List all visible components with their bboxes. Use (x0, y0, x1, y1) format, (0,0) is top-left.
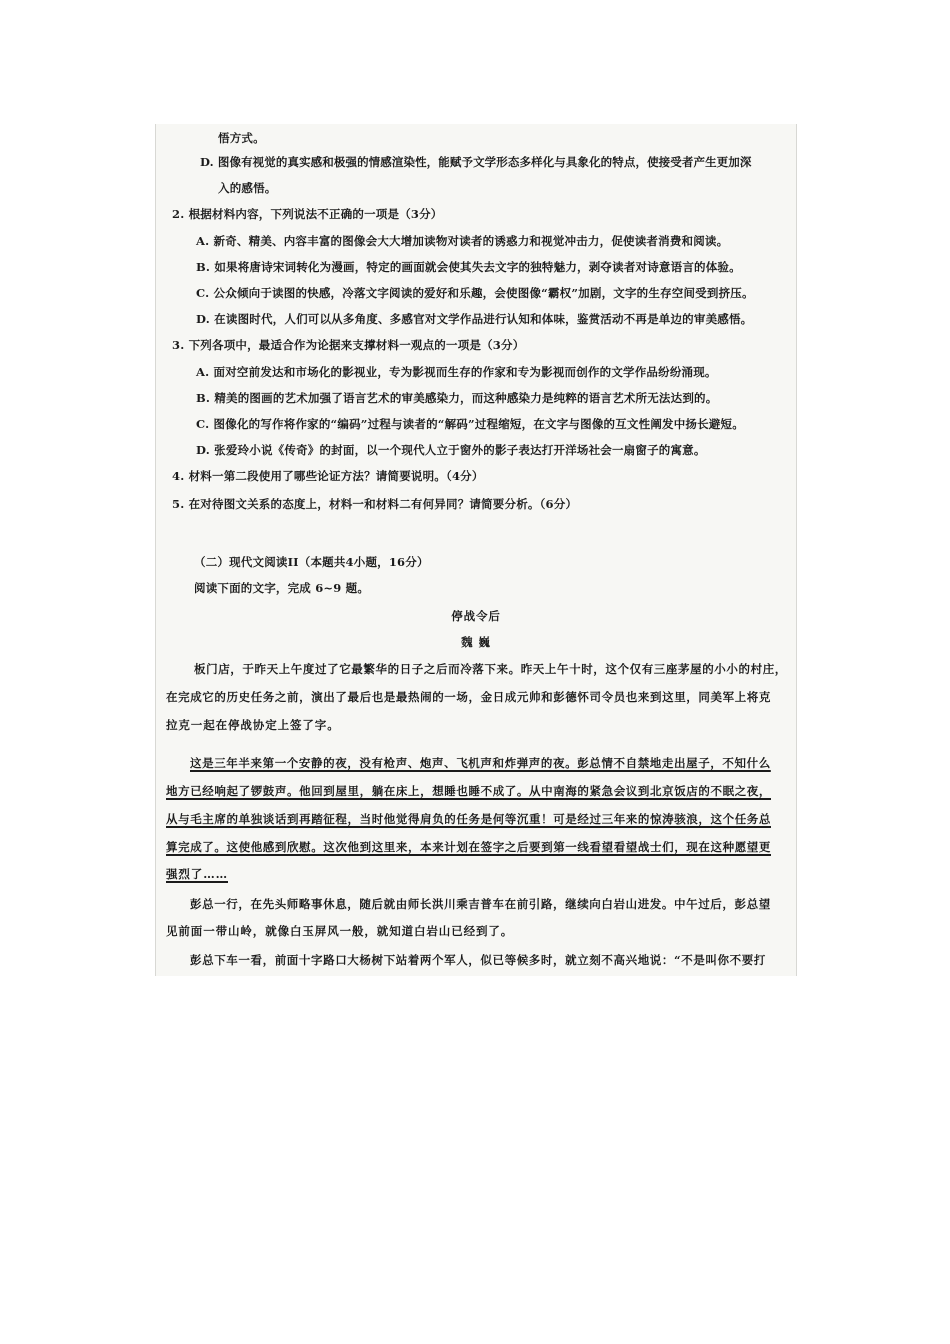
article-author: 魏 巍 (461, 635, 491, 649)
question-3: 3. 下列各项中，最适合作为论据来支撑材料一观点的一项是（3分） (172, 338, 525, 352)
option-a: A. 新奇、精美、内容丰富的图像会大大增加读物对读者的诱惑力和视觉冲击力，促使读者消费和阅读。 (196, 234, 729, 248)
paragraph-line: 见前面一带山岭，就像白玉屏风一般，就知道白岩山已经到了。 (166, 924, 514, 938)
option-b: B. 精美的图画的艺术加强了语言艺术的审美感染力，而这种感染力是纯粹的语言艺术所无法达到的。 (196, 391, 718, 405)
underlined-line: 这是三年半来第一个安静的夜，没有枪声、炮声、飞机声和炸弹声的夜。彭总情不自禁地走出屋子，不知什么 (190, 756, 771, 770)
article-title: 停战令后 (451, 609, 501, 623)
underlined-line: 强烈了…… (166, 867, 228, 881)
option-c: C. 公众倾向于读图的快感，冷落文字阅读的爱好和乐趣，会使图像“霸权”加剧，文字的生存空间受到挤压。 (196, 286, 754, 300)
option-d: D. 图像有视觉的真实感和极强的情感渲染性，能赋予文学形态多样化与具象化的特点，使接受者产生更加深 (200, 155, 752, 169)
text-line: 悟方式。 (218, 131, 265, 145)
option-a: A. 面对空前发达和市场化的影视业，专为影视而生存的作家和专为影视而创作的文学作品纷纷涌现。 (196, 365, 717, 379)
paragraph-line: 彭总一行，在先头师略事休息，随后就由师长洪川乘吉普车在前引路，继续向白岩山进发。中午过后，彭总望 (190, 897, 771, 911)
text-line: 入的感悟。 (218, 181, 277, 195)
underlined-line: 地方已经响起了锣鼓声。他回到屋里，躺在床上，想睡也睡不成了。从中南海的紧急会议到北京饭店的不眠之夜， (166, 784, 771, 798)
option-d: D. 在读图时代，人们可以从多角度、多感官对文学作品进行认知和体味，鉴赏活动不再是单边的审美感悟。 (196, 312, 753, 326)
paragraph-line: 板门店，于昨天上午度过了它最繁华的日子之后而冷落下来。昨天上午十时，这个仅有三座茅屋的小小的村庄， (194, 662, 787, 676)
paragraph-line: 拉克一起在停战协定上签了字。 (166, 718, 340, 732)
option-c: C. 图像化的写作将作家的“编码”过程与读者的“解码”过程缩短，在文字与图像的互文性阐发中扬长避短。 (196, 417, 744, 431)
question-4: 4. 材料一第二段使用了哪些论证方法？请简要说明。（4分） (172, 469, 484, 483)
underlined-line: 算完成了。这使他感到欣慰。这次他到这里来，本来计划在签字之后要到第一线看望看望战士们，现在这种愿望更 (166, 840, 771, 854)
underlined-line: 从与毛主席的单独谈话到再踏征程，当时他觉得肩负的任务是何等沉重！可是经过三年来的惊涛骇浪，这个任务总 (166, 812, 771, 826)
paragraph-line: 彭总下车一看，前面十字路口大杨树下站着两个军人，似已等候多时，就立刻不高兴地说：“不是叫你不要打 (190, 953, 766, 967)
instructions: 阅读下面的文字，完成 6~9 题。 (194, 581, 370, 595)
option-d: D. 张爱玲小说《传奇》的封面，以一个现代人立于窗外的影子表达打开洋场社会一扇窗子的寓意。 (196, 443, 706, 457)
paragraph-line: 在完成它的历史任务之前，演出了最后也是最热闹的一场，金日成元帅和彭德怀司令员也来到这里，同美军上将克 (166, 690, 771, 704)
exam-page (155, 124, 797, 976)
question-2: 2. 根据材料内容，下列说法不正确的一项是（3分） (172, 207, 443, 221)
question-5: 5. 在对待图文关系的态度上，材料一和材料二有何异同？请简要分析。（6分） (172, 497, 578, 511)
option-b: B. 如果将唐诗宋词转化为漫画，特定的画面就会使其失去文字的独特魅力，剥夺读者对诗意语言的体验。 (196, 260, 741, 274)
section-heading: （二）现代文阅读II（本题共4小题，16分） (194, 555, 429, 569)
